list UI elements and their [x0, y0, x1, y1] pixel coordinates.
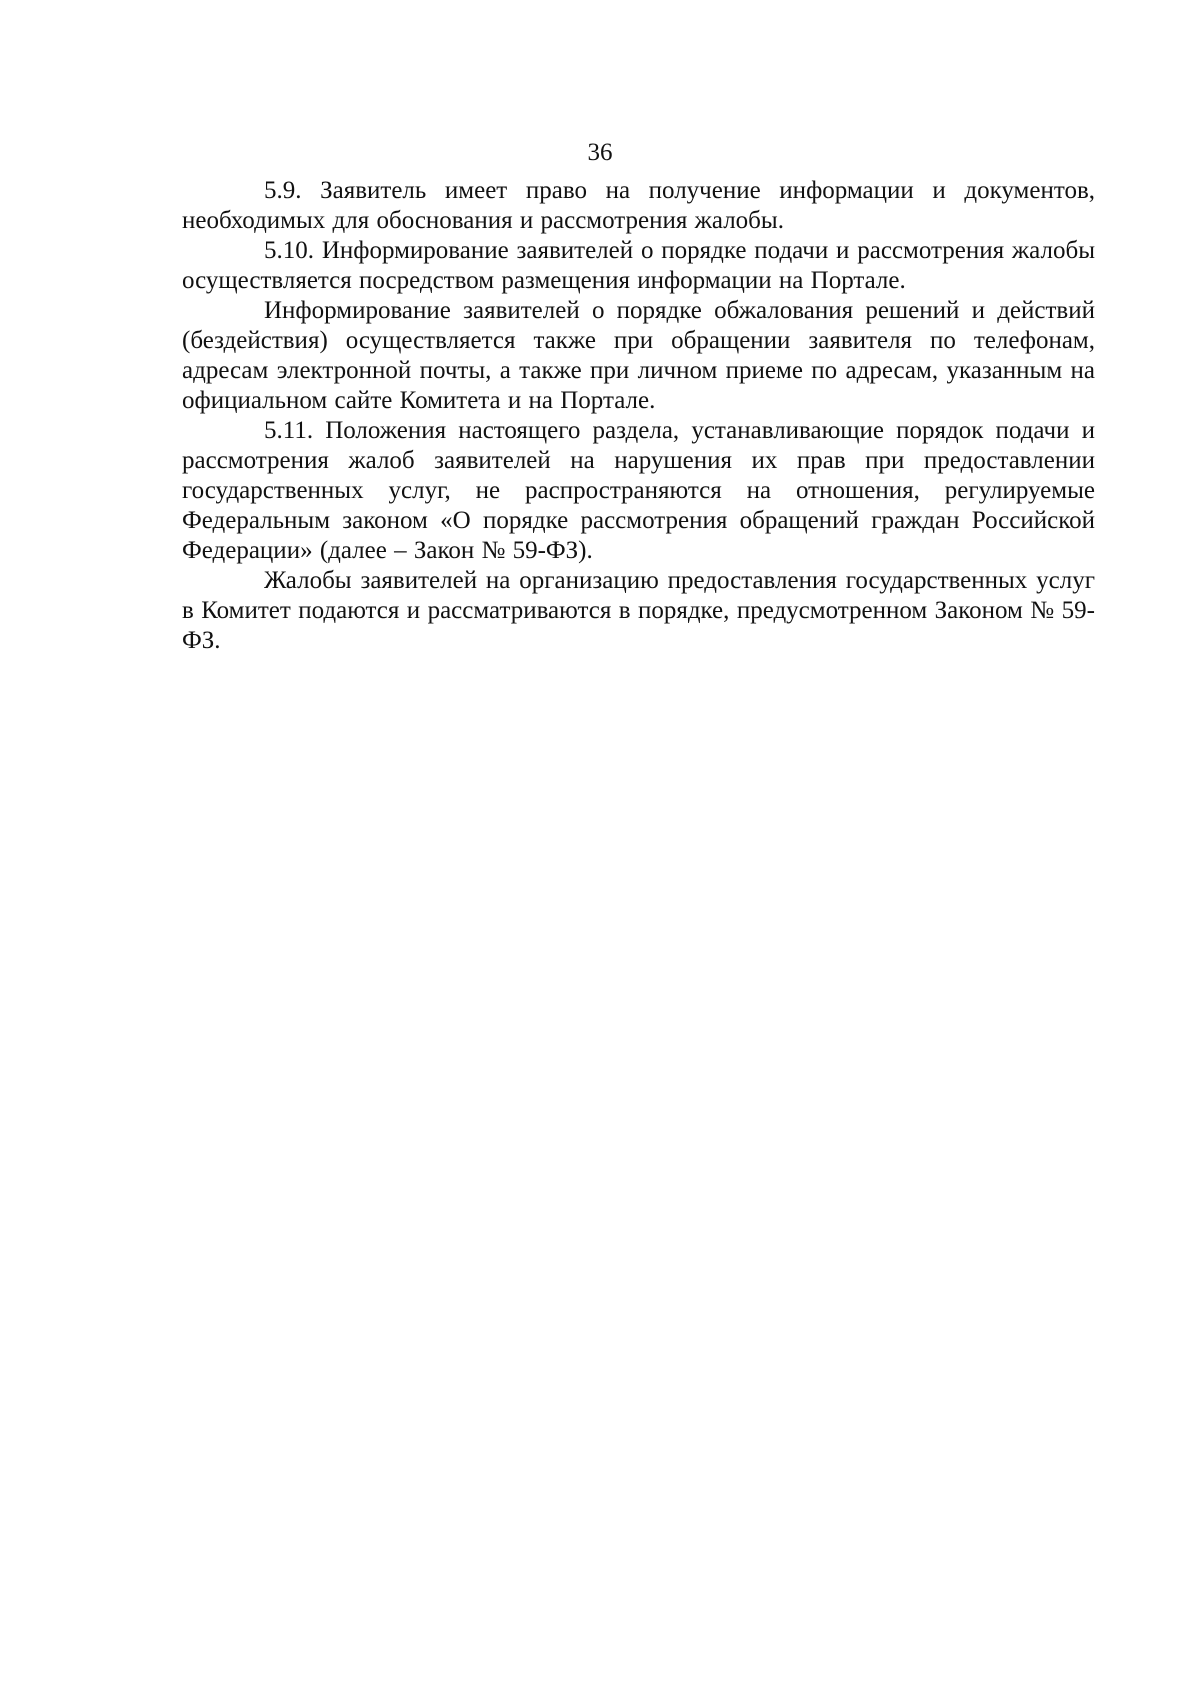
paragraph-5-9: 5.9. Заявитель имеет право на получение информации и документов, необходимых для обоснования и рассмотрения жалобы. — [182, 177, 1095, 234]
paragraph-complaints: Жалобы заявителей на организацию предоставления государственных услуг в Комитет подаются и рассматриваются в порядке, предусмотренном Законом № 59-ФЗ. — [182, 567, 1095, 654]
document-body — [182, 176, 1095, 656]
paragraph-5-10: 5.10. Информирование заявителей о порядке подачи и рассмотрения жалобы осуществляется посредством размещения информации на Портале. — [182, 237, 1095, 294]
paragraph-5-11: 5.11. Положения настоящего раздела, устанавливающие порядок подачи и рассмотрения жалоб заявителей на нарушения их прав при предоставлении государственных услуг, не распространяются на отношения, регулируемые Федеральным законом «О порядке рассмотрения обращений граждан Российской Федерации» (далее – Закон № 59-ФЗ). — [182, 417, 1095, 564]
page-number: 36 — [587, 139, 613, 166]
paragraph-informing: Информирование заявителей о порядке обжалования решений и действий (бездействия) осуществляется также при обращении заявителя по телефонам, адресам электронной почты, а также при личном приеме по адресам, указанным на официальном сайте Комитета и на Портале. — [182, 297, 1095, 414]
